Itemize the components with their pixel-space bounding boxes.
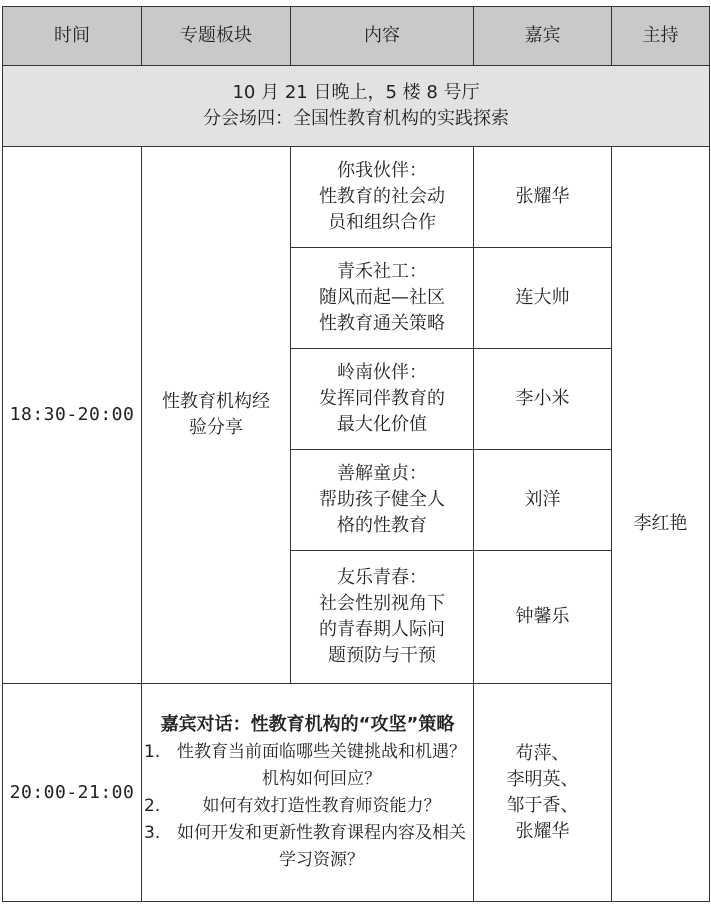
guest-name: 张耀华: [515, 820, 570, 842]
content-line: 员和组织合作: [328, 212, 436, 233]
guest-cell: 钟馨乐: [474, 551, 612, 684]
header-time: 时间: [3, 7, 142, 66]
question-number: 2.: [144, 796, 161, 816]
dialogue-title: 嘉宾对话：性教育机构的“攻坚”策略: [160, 714, 455, 735]
topic-cell-block1: [142, 147, 291, 684]
session-time-location: 10 月 21 日晚上，5 楼 8 号厅: [232, 82, 480, 103]
content-cell: [291, 248, 474, 349]
content-cell: [291, 450, 474, 551]
guest-name: 邹于香、: [506, 794, 579, 816]
content-cell: [291, 551, 474, 684]
content-line: 青禾社工：: [337, 261, 427, 282]
header-topic: 专题板块: [142, 7, 291, 66]
content-line: 岭南伙伴：: [337, 362, 427, 383]
guest-name: 李明英、: [506, 768, 579, 790]
content-cell: [291, 349, 474, 450]
question-number: 1.: [144, 742, 161, 762]
header-guest: 嘉宾: [474, 7, 612, 66]
table-row: [3, 147, 710, 248]
dialogue-cell: [142, 684, 474, 902]
content-line: 的青春期人际问: [319, 619, 445, 640]
session-banner: [3, 66, 710, 147]
question-list: [142, 739, 473, 874]
header-host: 主持: [612, 7, 710, 66]
content-line: 格的性教育: [337, 515, 427, 536]
question-text: 性教育当前面临哪些关键挑战和机遇？机构如何回应？: [177, 742, 466, 789]
guest-cell: 连大帅: [474, 248, 612, 349]
content-line: 你我伙伴：: [337, 160, 427, 181]
list-item: [142, 820, 473, 874]
dialogue-guests-cell: [474, 684, 612, 902]
time-cell-block1: 18:30-20:00: [3, 147, 142, 684]
topic-line: 验分享: [189, 417, 243, 438]
banner-row: [3, 66, 710, 147]
content-line: 友乐青春：: [337, 567, 427, 588]
content-line: 社会性别视角下: [319, 593, 445, 614]
content-line: 性教育通关策略: [319, 313, 445, 334]
content-line: 随风而起—社区: [319, 287, 445, 308]
list-item: [142, 793, 473, 820]
host-cell: 李红艳: [612, 147, 710, 902]
header-row: [3, 7, 710, 66]
content-line: 善解童贞：: [337, 463, 427, 484]
question-number: 3.: [144, 823, 161, 843]
content-line: 帮助孩子健全人: [319, 489, 445, 510]
guest-cell: 刘洋: [474, 450, 612, 551]
question-text: 如何开发和更新性教育课程内容及相关学习资源？: [177, 823, 466, 870]
content-line: 性教育的社会动: [319, 186, 445, 207]
topic-line: 性教育机构经: [162, 391, 270, 412]
content-line: 最大化价值: [337, 414, 427, 435]
question-text: 如何有效打造性教育师资能力？: [202, 796, 441, 816]
guest-name: 苟萍、: [515, 742, 570, 764]
time-cell-block2: 20:00-21:00: [3, 684, 142, 902]
table-row: [3, 684, 710, 902]
header-content: 内容: [291, 7, 474, 66]
content-cell: [291, 147, 474, 248]
guest-cell: 张耀华: [474, 147, 612, 248]
list-item: [142, 739, 473, 793]
content-line: 题预防与干预: [328, 645, 436, 666]
schedule-table: [2, 6, 710, 902]
guest-cell: 李小米: [474, 349, 612, 450]
content-line: 发挥同伴教育的: [319, 388, 445, 409]
session-title: 分会场四：全国性教育机构的实践探索: [203, 108, 509, 129]
